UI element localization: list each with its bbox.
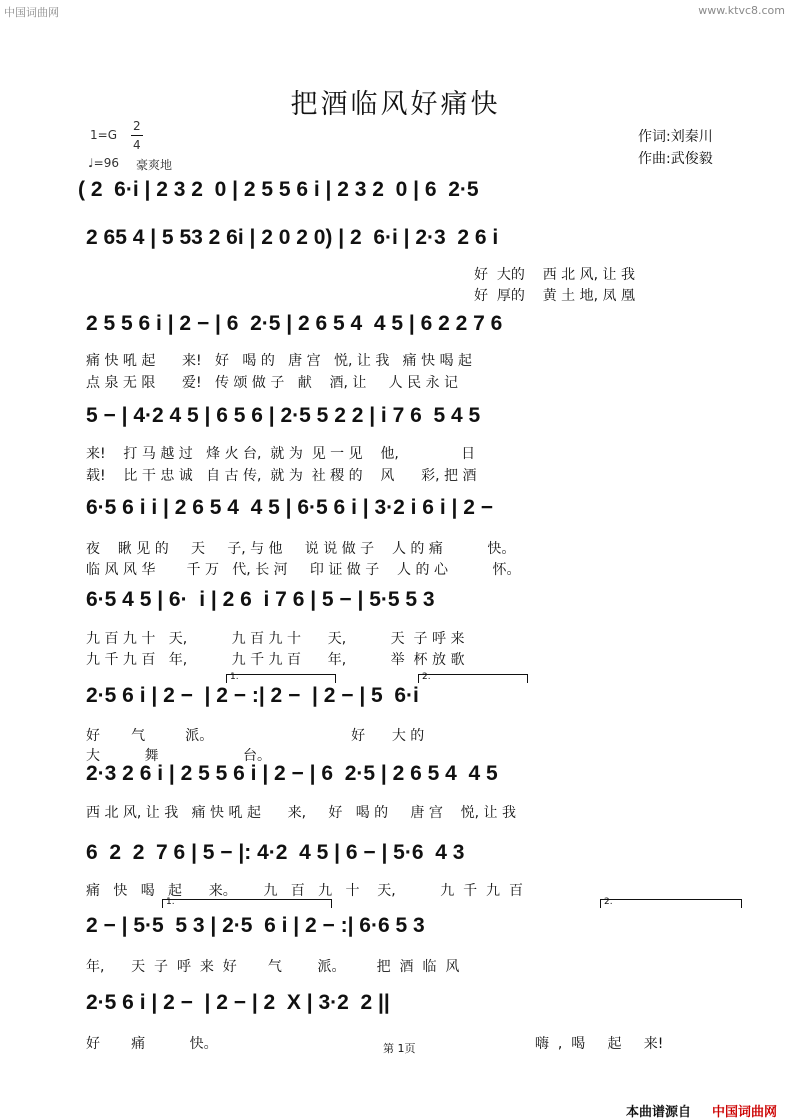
lyric-line: 点 泉 无 限 爱! 传 颂 做 子 献 酒, 让 人 民 永 记 <box>86 375 459 391</box>
watermark-right: www.ktvc8.com <box>698 4 785 17</box>
volta-label-1: 1. <box>230 672 239 682</box>
lyric-line: 来! 打 马 越 过 烽 火 台, 就 为 见 一 见 他, 日 <box>86 446 476 462</box>
volta-label-2b: 2. <box>604 897 613 907</box>
song-title: 把酒临风好痛快 <box>290 89 501 120</box>
lyric-line: 好 痛 快。 <box>86 1036 218 1052</box>
watermark-left: 中国词曲网 <box>4 6 59 19</box>
score-row-notes: 2 5 5 6 i | 2 − | 6 2·5 | 2 6 5 4 4 5 | 6 2 2 7 6 <box>86 312 503 335</box>
score-row-notes: 2·5 6 i | 2 − | 2 − :| 2 − | 2 − | 5 6·i <box>86 684 419 707</box>
lyric-line: 痛 快 吼 起 来! 好 喝 的 唐 宫 悦, 让 我 痛 快 喝 起 <box>86 353 473 369</box>
volta-bracket-2b <box>600 899 742 908</box>
footer-source-label: 本曲谱源自 <box>626 1105 692 1120</box>
score-row-notes: 2·3 2 6 i | 2 5 5 6 i | 2 − | 6 2·5 | 2 6 5 4 4 5 <box>86 762 498 785</box>
score-row-notes: 2 − | 5·5 5 3 | 2·5 6 i | 2 − :| 6·6 5 3 <box>86 914 425 937</box>
score-row-notes: ( 2 6·i | 2 3 2 0 | 2 5 5 6 i | 2 3 2 0 | 6 2·5 <box>78 178 479 201</box>
lyric-line: 西 北 风, 让 我 痛 快 吼 起 来, 好 喝 的 唐 宫 悦, 让 我 <box>86 805 517 821</box>
lyric-line: 痛 快 喝 起 来。 九 百 九 十 天, 九 千 九 百 <box>86 883 523 899</box>
volta-label-2: 2. <box>422 672 431 682</box>
lyric-line: 好 大的 西 北 风, 让 我 <box>474 267 635 283</box>
score-row-notes: 2·5 6 i | 2 − | 2 − | 2 X | 3·2 2 || <box>86 991 390 1014</box>
lyricist-credit: 作词:刘秦川 <box>638 129 713 145</box>
key-signature: 1=G <box>90 128 117 142</box>
volta-bracket-1 <box>226 674 336 683</box>
time-signature-bottom: 4 <box>133 138 141 152</box>
footer-site-name[interactable]: 中国词曲网 <box>712 1105 778 1120</box>
lyric-line: 载! 比 干 忠 诚 自 古 传, 就 为 社 稷 的 风 彩, 把 酒 <box>86 468 477 484</box>
time-signature-divider <box>131 135 143 136</box>
score-row-notes: 6·5 4 5 | 6· i | 2 6 i 7 6 | 5 − | 5·5 5 3 <box>86 588 435 611</box>
lyric-line: 临 风 风 华 千 万 代, 长 河 印 证 做 子 人 的 心 怀。 <box>86 562 521 578</box>
volta-bracket-1b <box>162 899 332 908</box>
score-row-notes: 5 − | 4·2 4 5 | 6 5 6 | 2·5 5 2 2 | i 7 6 5 4 5 <box>86 404 481 427</box>
lyric-line: 好 厚的 黄 土 地, 凤 凰 <box>474 288 635 304</box>
volta-label-1b: 1. <box>166 897 175 907</box>
lyric-line: 年, 天 子 呼 来 好 气 派。 把 酒 临 风 <box>86 959 460 975</box>
lyric-line: 夜 瞅 见 的 天 子, 与 他 说 说 做 子 人 的 痛 快。 <box>86 541 516 557</box>
composer-credit: 作曲:武俊毅 <box>638 151 713 167</box>
score-row-notes: 6 2 2 7 6 | 5 − |: 4·2 4 5 | 6 − | 5·6 4 3 <box>86 841 465 864</box>
volta-bracket-2 <box>418 674 528 683</box>
lyric-line: 九 千 九 百 年, 九 千 九 百 年, 举 杯 放 歌 <box>86 652 465 668</box>
lyric-line: 九 百 九 十 天, 九 百 九 十 天, 天 子 呼 来 <box>86 631 465 647</box>
lyric-line-tail: 嗨 , 喝 起 来! <box>535 1036 664 1052</box>
lyric-line: 好 气 派。 好 大 的 <box>86 728 425 744</box>
style-marking: 豪爽地 <box>136 158 173 172</box>
tempo-marking: ♩=96 <box>88 156 119 170</box>
score-row-notes: 6·5 6 i i | 2 6 5 4 4 5 | 6·5 6 i | 3·2 i 6 i | 2 − <box>86 496 493 519</box>
time-signature-top: 2 <box>133 119 141 133</box>
score-row-notes: 2 65 4 | 5 53 2 6i | 2 0 2 0) | 2 6·i | 2·3 2 6 i <box>86 226 499 249</box>
lyric-line: 大 舞 台。 <box>86 748 272 764</box>
page-number: 第 1页 <box>383 1042 416 1055</box>
